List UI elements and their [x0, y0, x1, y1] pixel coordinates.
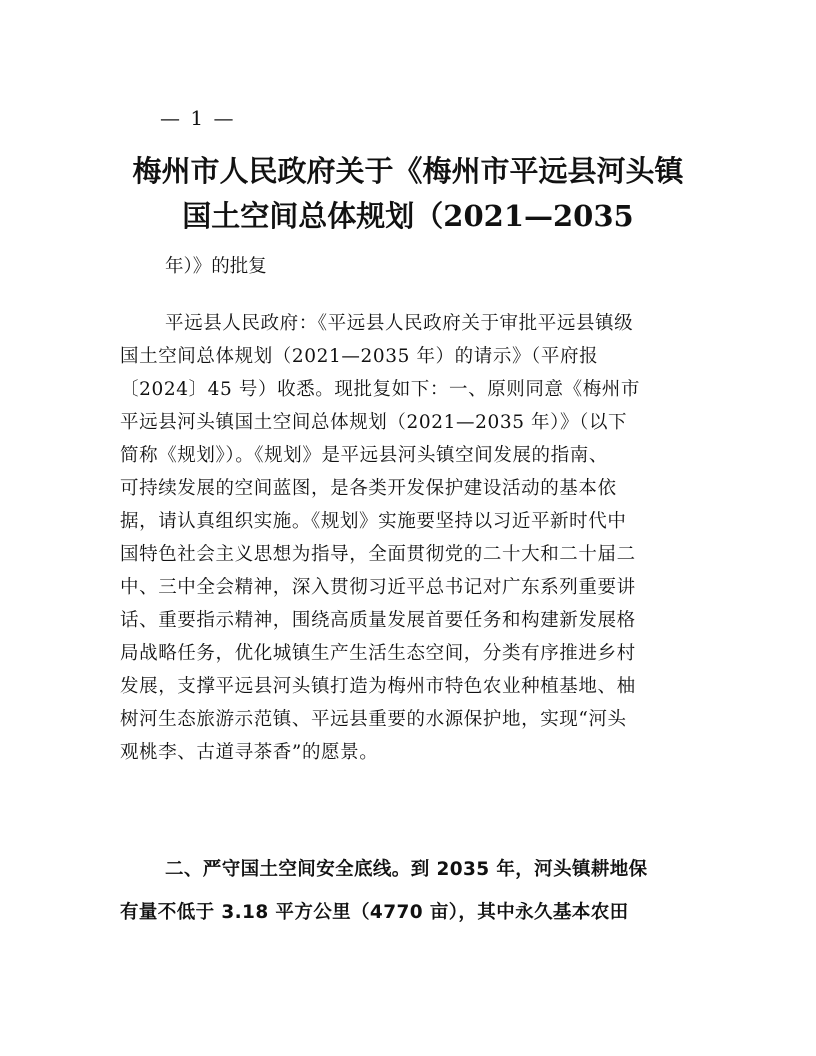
- paragraph-1-line: 简称《规划》）。《规划》是平远县河头镇空间发展的指南、: [120, 445, 608, 466]
- paragraph-2-line: 二、严守国土空间安全底线。到 2035 年，河头镇耕地保: [165, 859, 648, 880]
- paragraph-2-line: 有量不低于 3.18 平方公里（4770 亩），其中永久基本农田: [120, 902, 629, 923]
- paragraph-1-line: 话、重要指示精神，围绕高质量发展首要任务和构建新发展格: [120, 610, 636, 631]
- document-title-line-2: 国土空间总体规划（2021—2035: [182, 199, 634, 233]
- document-title-line-1: 梅州市人民政府关于《梅州市平远县河头镇: [132, 154, 684, 188]
- document-title-tail: 年）》的批复: [165, 256, 267, 277]
- paragraph-1-line: 可持续发展的空间蓝图，是各类开发保护建设活动的基本依: [120, 478, 617, 499]
- page-number: — 1 —: [160, 106, 236, 130]
- paragraph-1-line: 平远县河头镇国土空间总体规划（2021—2035 年）》（以下: [120, 412, 628, 433]
- paragraph-1-line: 树河生态旅游示范镇、平远县重要的水源保护地，实现“河头: [120, 709, 627, 730]
- paragraph-1-line: 中、三中全会精神，深入贯彻习近平总书记对广东系列重要讲: [120, 577, 636, 598]
- paragraph-1-line: 平远县人民政府：《平远县人民政府关于审批平远县镇级: [165, 313, 634, 334]
- paragraph-1-line: 国土空间总体规划（2021—2035 年）的请示》（平府报: [120, 346, 599, 367]
- paragraph-1-line: 〔2024〕45 号）收悉。现批复如下：一、原则同意《梅州市: [120, 379, 641, 400]
- paragraph-1-line: 发展，支撑平远县河头镇打造为梅州市特色农业种植基地、柚: [120, 676, 636, 697]
- paragraph-1-line: 观桃李、古道寻茶香”的愿景。: [120, 742, 379, 763]
- paragraph-1-line: 据，请认真组织实施。《规划》实施要坚持以习近平新时代中: [120, 511, 627, 532]
- paragraph-1-line: 国特色社会主义思想为指导，全面贯彻党的二十大和二十届二: [120, 544, 636, 565]
- paragraph-1-line: 局战略任务，优化城镇生产生活生态空间，分类有序推进乡村: [120, 643, 636, 664]
